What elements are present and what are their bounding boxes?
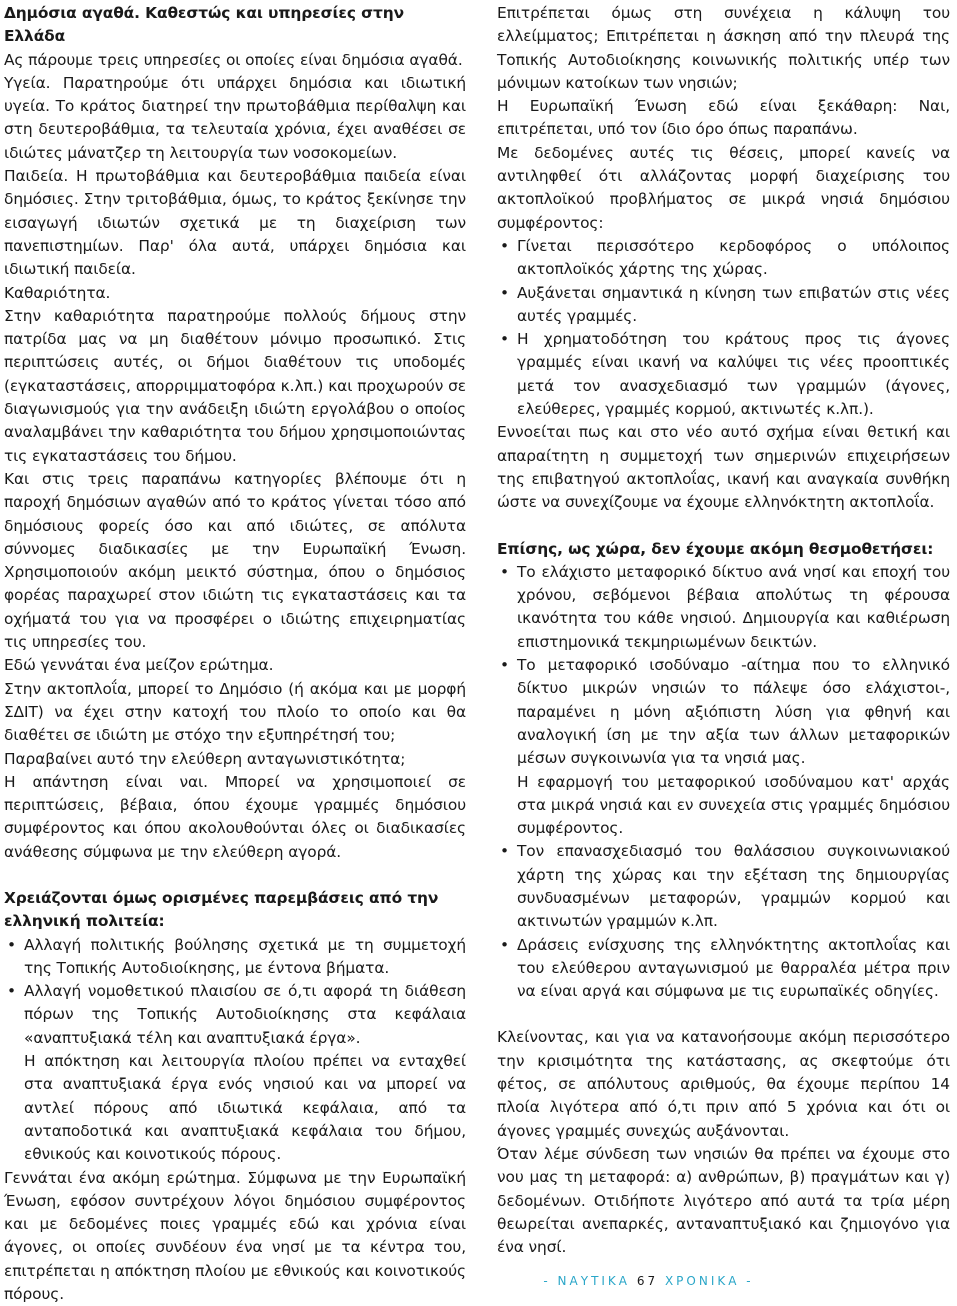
paragraph: Παραβαίνει αυτό την ελεύθερη ανταγωνιστικότητα; [4,749,406,768]
paragraph: Η απόκτηση και λειτουργία πλοίου πρέπει να ενταχθεί στα αναπτυξιακά έργα ενός νησιού και να μπορεί να αντλεί πόρους από ιδιωτικά κεφάλαια, από τα ανταποδοτικά και αναπτυξιακά κεφάλαια του δήμου, εθνικούς και κοινοτικούς πόρους. [24,1052,466,1164]
list-item: • Γίνεται περισσότερο κερδοφόρος ο υπόλοιπος ακτοπλοϊκός χάρτης της χώρας. [497,235,950,282]
paragraph: Η Ευρωπαϊκή Ένωση εδώ είναι ξεκάθαρη: Ναι, επιτρέπεται, υπό τον ίδιο όρο όπως παραπάνω. [497,97,950,139]
bullet-list [497,561,950,771]
paragraph: Καθαριότητα. [4,283,111,302]
list-item: • Η χρηματοδότηση του κράτους προς τις άγονες γραμμές είναι ικανή να καλύψει τις νέες προοπτικές μετά τον ανασχεδιασμό των γραμμών (άγονες, ελεύθερες, γραμμές κορμού, ακτινωτές κ.λπ.). [497,328,950,421]
list-item: • Τον επανασχεδιασμό του θαλάσσιου συγκοινωνιακού χάρτη της χώρας και την εξέταση της δημιουργίας συνδυασμένων μεταφορών, γραμμών κορμού και ακτινωτών γραμμών κ.λπ. [497,840,950,933]
paragraph: Εδώ γεννάται ένα μείζον ερώτημα. [4,656,274,675]
spacer [4,864,466,887]
list-item: • Το μεταφορικό ισοδύναμο -αίτημα που το ελληνικό δίκτυο μικρών νησιών το πάλεψε όσο ελάχιστοι-, παραμένει η μόνη αξιόπιστη λύση για φθηνή και αναλογική ίση με την αξία των άλλων μεταφορικών μέσων συγκοινωνία για τα νησιά μας. [497,654,950,770]
paragraph: Κλείνοντας, και για να κατανοήσουμε ακόμη περισσότερο την κρισιμότητα της κατάστασης, ας σκεφτούμε ότι φέτος, σε απόλυτους αριθμούς, θα έχουμε περίπου 14 πλοία λιγότερα από ό,τι πριν από 5 χρόνια και ότι οι άγονες γραμμές συνεχώς αυξάνονται. [497,1028,950,1140]
paragraph: Εννοείται πως και στο νέο αυτό σχήμα είναι θετική και απαραίτητη η συμμετοχή των σημερινών επιχειρήσεων της επιβατηγού ακτοπλοΐας, ικανή και αναγκαία συνθήκη ώστε να συνεχίζουμε να έχουμε ελληνόκτητη ακτοπλοΐα. [497,423,950,512]
paragraph: Η εφαρμογή του μεταφορικού ισοδύναμου κατ' αρχάς στα μικρά νησιά και εν συνεχεία στις γραμμές δημόσιου συμφέροντος. [517,772,950,838]
footer-suffix: ΧΡΟΝΙΚΑ - [664,1274,754,1288]
paragraph: Ας πάρουμε τρεις υπηρεσίες οι οποίες είναι δημόσια αγαθά. [4,50,463,69]
left-column [4,2,466,1306]
section-heading-public-goods: Δημόσια αγαθά. Καθεστώς και υπηρεσίες στην Ελλάδα [4,4,405,46]
paragraph: Και στις τρεις παραπάνω κατηγορίες βλέπουμε ότι η παροχή δημόσιων αγαθών από το κράτος γίνεται τόσο από δημόσιους φορείς όσο και από ιδιώτες, σε απόλυτα σύννομες διαδικασίες με την Ευρωπαϊκή Ένωση. Χρησιμοποιούν ακόμη μεικτό σύστημα, όπου ο δημόσιος φορέας παραχωρεί στον ιδιώτη τις εγκαταστάσεις και τα οχήματά του για να προσφέρει ο ιδιώτης επιχειρηματίας τις υπηρεσίες του. [4,469,466,652]
right-column [497,2,950,1259]
paragraph: Στην ακτοπλοΐα, μπορεί το Δημόσιο (ή ακόμα και με μορφή ΣΔΙΤ) να έχει στην κατοχή του πλοίο το οποίο και θα διαθέτει σε ιδιώτη με στόχο την εξυπηρέτησή του; [4,679,466,745]
list-item: • Αλλαγή νομοθετικού πλαισίου σε ό,τι αφορά τη διάθεση πόρων της Τοπικής Αυτοδιοίκησης στα κεφάλαια «αναπτυξιακά τέλη και αναπτυξιακά έργα». [4,980,466,1050]
bullet-list [497,840,950,1003]
page-footer [0,1274,957,1288]
paragraph: Όταν λέμε σύνδεση των νησιών θα πρέπει να έχουμε στο νου μας τη μεταφορά: α) ανθρώπων, β) πραγμάτων και γ) δεδομένων. Οτιδήποτε λιγότερο από αυτά τα τρία μέρη θεωρείται ανεπαρκές, ανταναπτυξιακό και ζημιογόνο για ένα νησί. [497,1144,950,1257]
paragraph: Παιδεία. Η πρωτοβάθμια και δευτεροβάθμια παιδεία είναι δημόσιες. Στην τριτοβάθμια, όμως, το κράτος ξεκίνησε την εισαγωγή ιδιωτών σχετικά με τη διαχείριση των πανεπιστημίων. Παρ' όλα αυτά, υπάρχει δημόσια και ιδιωτική παιδεία. [4,167,466,279]
section-heading-not-instituted: Επίσης, ως χώρα, δεν έχουμε ακόμη θεσμοθετήσει: [497,539,934,558]
paragraph: Γεννάται ένα ακόμη ερώτημα. Σύμφωνα με την Ευρωπαϊκή Ένωση, εφόσον συντρέχουν λόγοι δημόσιου συμφέροντος και με δεδομένες ποιες γραμμές εδώ και χρόνια είναι άγονες, οι οποίες συνδέουν ένα νησί με τα κέντρα του, επιτρέπεται η απόκτηση πλοίου με εθνικούς και κοινοτικούς πόρους. [4,1168,466,1304]
bullet-list [4,934,466,1050]
paragraph: Στην καθαριότητα παρατηρούμε πολλούς δήμους στην πατρίδα μας να μη διαθέτουν μόνιμο προσωπικό. Στις περιπτώσεις αυτές, οι δήμοι διαθέτουν τις υποδομές (εγκαταστάσεις, απορριμματοφόρα κ.λπ.) και προχωρούν σε διαγωνισμούς για την ανάδειξη ιδιώτη εργολάβου ο οποίος αναλαμβάνει την καθαριότητα του δήμου χρησιμοποιώντας τις εγκαταστάσεις του δήμου. [4,306,466,465]
paragraph: Η απάντηση είναι ναι. Μπορεί να χρησιμοποιεί σε περιπτώσεις, βέβαια, όπου έχουμε γραμμές δημόσιου συμφέροντος και όπου ακολουθούνται όλες οι διαδικασίες ανάθεσης σύμφωνα με την ελεύθερη αγορά. [4,772,466,861]
list-item: • Αλλαγή πολιτικής βούλησης σχετικά με τη συμμετοχή της Τοπικής Αυτοδιοίκησης, με έντονα βήματα. [4,934,466,981]
paragraph: Με δεδομένες αυτές τις θέσεις, μπορεί κανείς να αντιληφθεί ότι αλλάζοντας μορφή διαχείρισης του ακτοπλοϊκού προβλήματος σε μικρά νησιά δημόσιου συμφέροντος: [497,143,950,232]
list-item: • Αυξάνεται σημαντικά η κίνηση των επιβατών στις νέες αυτές γραμμές. [497,282,950,329]
footer-prefix: - ΝΑΥΤΙΚΑ [543,1274,631,1288]
paragraph: Επιτρέπεται όμως στη συνέχεια η κάλυψη του ελλείμματος; Επιτρέπεται η άσκηση από την πλευρά της Τοπικής Αυτοδιοίκησης κοινωνικής πολιτικής υπέρ των μόνιμων κατοίκων των νησιών; [497,4,950,92]
page-number: 67 [636,1274,659,1288]
spacer [497,1003,950,1026]
spacer [497,515,950,538]
bullet-list [497,235,950,421]
list-item: • Δράσεις ενίσχυσης της ελληνόκτητης ακτοπλοΐας και του ελεύθερου ανταγωνισμού με θαρραλέα μέτρα πριν να είναι αργά και σύμφωνα με τις ευρωπαϊκές οδηγίες. [497,934,950,1004]
paragraph: Υγεία. Παρατηρούμε ότι υπάρχει δημόσια και ιδιωτική υγεία. Το κράτος διατηρεί την πρωτοβάθμια περίθαλψη και στη δευτεροβάθμια, τα τελευταία χρόνια, έχει αναθέσει σε ιδιώτες μάνατζερ τη λειτουργία των νοσοκομείων. [4,73,466,162]
list-item: • Το ελάχιστο μεταφορικό δίκτυο ανά νησί και εποχή του χρόνου, σεβόμενοι βέβαια απολύτως τη φέρουσα ικανότητα του κάθε νησιού. Δημιουργία και καθιέρωση επιστημονικά τεκμηριωμένων δεικτών. [497,561,950,654]
section-heading-interventions: Χρειάζονται όμως ορισμένες παρεμβάσεις από την ελληνική πολιτεία: [4,888,439,931]
